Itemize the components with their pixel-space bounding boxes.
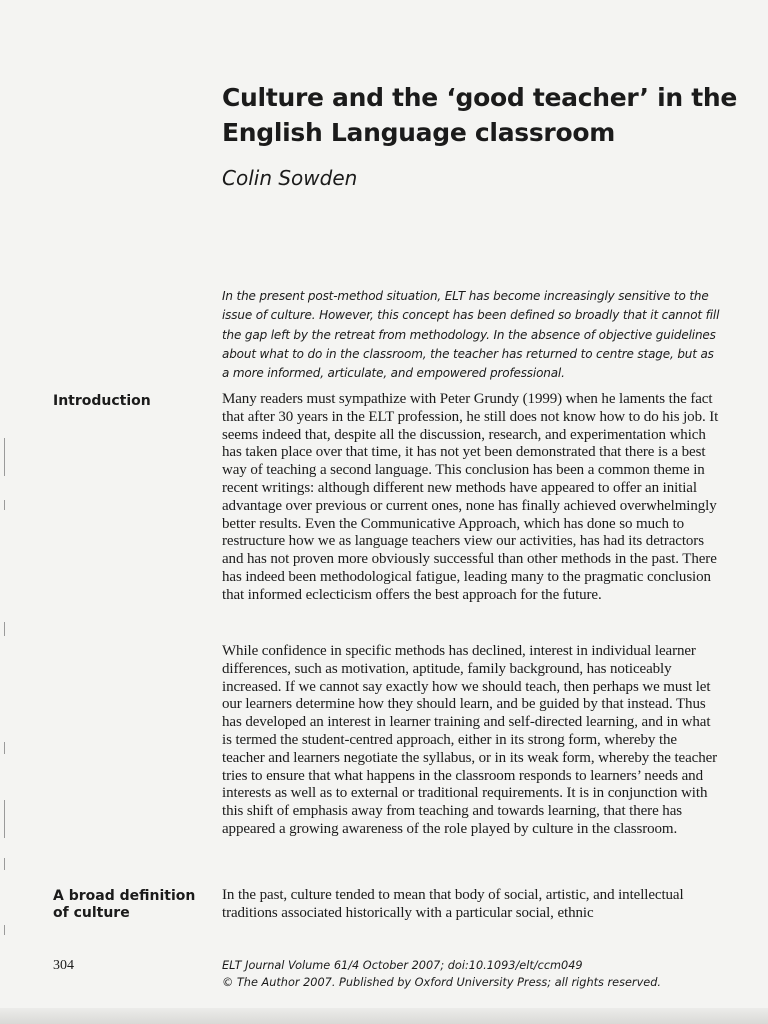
abstract: In the present post-method situation, ELT has become increasingly sensitive to the issue of culture. However, this concept has been defined so broadly that it cannot fill the gap left by the retreat from methodology. In the absence of objective guidelines about what to do in the classroom, the teacher has returned to centre stage, but as a more informed, articulate, and empowered professional. xyxy=(222,289,720,381)
broad-definition-paragraph-1: In the past, culture tended to mean that body of social, artistic, and intellectual traditions associated historically with a particular social, ethnic xyxy=(222,887,684,921)
scan-bottom-edge xyxy=(0,1008,768,1024)
scan-edge-mark xyxy=(4,438,5,476)
section-heading-broad-definition: A broad definition of culture xyxy=(53,888,196,921)
copyright-notice: © The Author 2007. Published by Oxford University Press; all rights reserved. xyxy=(222,976,661,989)
page-number: 304 xyxy=(53,958,74,973)
scan-edge-mark xyxy=(4,742,5,754)
scan-edge-mark xyxy=(4,500,5,510)
author-name: Colin Sowden xyxy=(222,166,358,190)
footer-citation-block xyxy=(222,957,742,991)
scan-edge-mark xyxy=(4,925,5,935)
article-title: Culture and the ‘good teacher’ in the English Language classroom xyxy=(222,83,738,147)
scan-edge-mark xyxy=(4,622,5,636)
scan-edge-mark xyxy=(4,858,5,870)
journal-citation: ELT Journal Volume 61/4 October 2007; doi:10.1093/elt/ccm049 xyxy=(222,959,583,972)
section-heading-introduction: Introduction xyxy=(53,393,151,409)
scan-edge-mark xyxy=(4,800,5,838)
introduction-paragraph-1: Many readers must sympathize with Peter Grundy (1999) when he laments the fact that after 30 years in the ELT profession, he still does not know how to do his job. It seems indeed that, despite all the discussion, research, and experimentation which has taken place over that time, it has not yet been demonstrated that there is a best way of teaching a second language. This conclusion has been a common theme in recent writings: although different new methods have appeared to offer an initial advantage over previous or current ones, none has finally achieved overwhelmingly better results. Even the Communicative Approach, which has done so much to restructure how we as language teachers view our activities, has had its detractors and has not proven more obviously successful than other methods in the past. There has indeed been methodological fatigue, leading many to the pragmatic conclusion that informed eclecticism offers the best approach for the future. xyxy=(222,391,719,603)
introduction-paragraph-2: While confidence in specific methods has declined, interest in individual learner differences, such as motivation, aptitude, family background, has noticeably increased. If we cannot say exactly how we should teach, then perhaps we must let our learners determine how they should learn, and be guided by that instead. Thus has developed an interest in learner training and self-directed learning, and in what is termed the student-centred approach, either in its strong form, whereby the teacher and learners negotiate the syllabus, or in its weak form, whereby the teacher tries to ensure that what happens in the classroom responds to learners’ needs and interests as well as to external or traditional requirements. It is in conjunction with this shift of emphasis away from teaching and towards learning, that there has appeared a growing awareness of the role played by culture in the classroom. xyxy=(222,643,718,837)
